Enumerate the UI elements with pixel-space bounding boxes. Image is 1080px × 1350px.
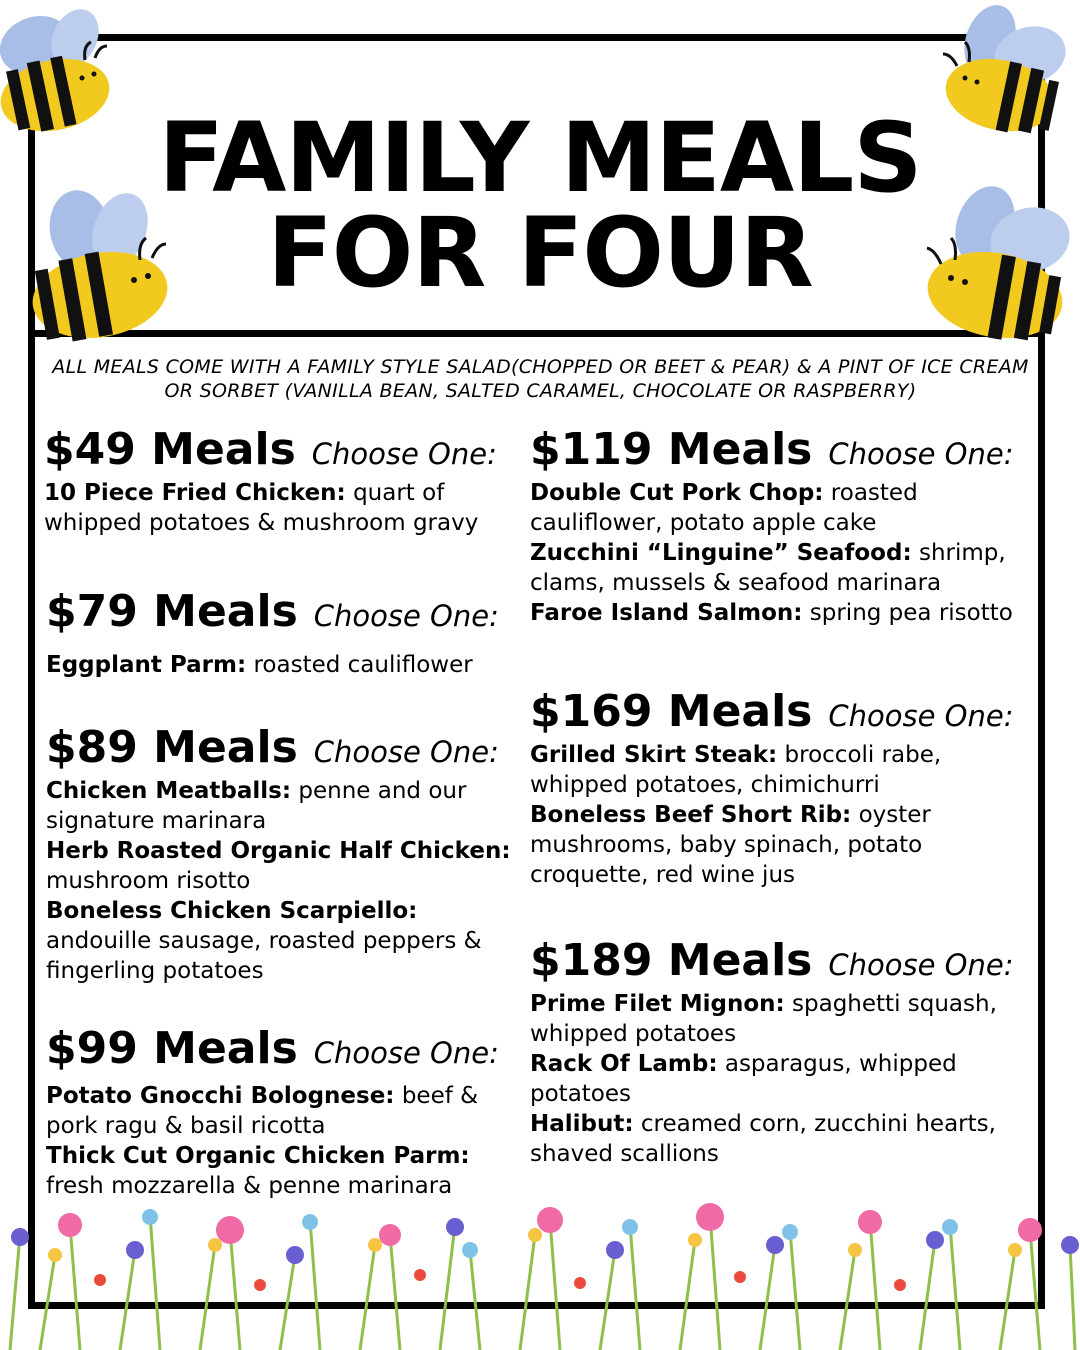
- menu-item: [530, 800, 1020, 890]
- section-price: $79 Meals: [46, 586, 298, 637]
- choose-label: Choose One:: [313, 735, 499, 769]
- menu-section-79: [46, 586, 526, 680]
- choose-label: Choose One:: [828, 437, 1014, 471]
- menu-item-desc: creamed corn, zucchini hearts, shaved scallions: [530, 1111, 996, 1167]
- menu-item-desc: asparagus, whipped potatoes: [530, 1051, 957, 1107]
- menu-item-name: Zucchini “Linguine” Seafood:: [530, 540, 912, 566]
- menu-item-name: Faroe Island Salmon:: [530, 600, 803, 626]
- section-price: $119 Meals: [530, 424, 813, 475]
- menu-item-desc: mushroom risotto: [46, 868, 251, 894]
- menu-item: [530, 478, 1020, 538]
- menu-item-desc: quart of whipped potatoes & mushroom gravy: [44, 480, 479, 536]
- menu-item-desc: roasted cauliflower: [246, 652, 473, 678]
- menu-section-49: [44, 424, 524, 538]
- menu-item: [530, 1049, 1020, 1109]
- page-title-line2: FOR FOUR: [267, 197, 813, 309]
- menu-item: [46, 650, 526, 680]
- menu-item-desc: spaghetti squash, whipped potatoes: [530, 991, 997, 1047]
- menu-section-169: [530, 686, 1020, 890]
- menu-item: [46, 896, 526, 986]
- choose-label: Choose One:: [313, 599, 499, 633]
- menu-item-desc: fresh mozzarella & penne marinara: [46, 1173, 453, 1199]
- choose-label: Choose One:: [311, 437, 497, 471]
- menu-item: [46, 1141, 526, 1201]
- menu-item-desc: oyster mushrooms, baby spinach, potato croquette, red wine jus: [530, 802, 931, 888]
- menu-item-name: Halibut:: [530, 1111, 634, 1137]
- choose-label: Choose One:: [828, 699, 1014, 733]
- choose-label: Choose One:: [828, 948, 1014, 982]
- menu-item: [46, 776, 526, 836]
- title-divider: [28, 330, 1045, 337]
- choose-label: Choose One:: [313, 1036, 499, 1070]
- menu-item-name: Prime Filet Mignon:: [530, 991, 785, 1017]
- menu-item: [44, 478, 524, 538]
- menu-item-name: Boneless Beef Short Rib:: [530, 802, 852, 828]
- section-price: $169 Meals: [530, 686, 813, 737]
- bee-icon: [935, 0, 1075, 140]
- menu-item: [46, 836, 526, 896]
- menu-item-desc: shrimp, clams, mussels & seafood marinara: [530, 540, 1006, 596]
- menu-item-desc: penne and our signature marinara: [46, 778, 467, 834]
- menu-item: [530, 1109, 1020, 1169]
- menu-section-89: [46, 722, 526, 986]
- menu-item-name: Eggplant Parm:: [46, 652, 247, 678]
- page-title-line1: FAMILY MEALS: [158, 102, 922, 214]
- menu-item-name: Grilled Skirt Steak:: [530, 742, 778, 768]
- menu-item-name: Thick Cut Organic Chicken Parm:: [46, 1143, 470, 1169]
- bee-icon: [915, 180, 1080, 350]
- menu-item-desc: beef & pork ragu & basil ricotta: [46, 1083, 479, 1139]
- flower-meadow-icon: [0, 1195, 1080, 1350]
- menu-item-name: Chicken Meatballs:: [46, 778, 292, 804]
- section-price: $49 Meals: [44, 424, 296, 475]
- menu-item-name: Boneless Chicken Scarpiello:: [46, 898, 418, 924]
- menu-item: [530, 538, 1020, 598]
- menu-item-name: Potato Gnocchi Bolognese:: [46, 1083, 395, 1109]
- menu-item: [530, 598, 1020, 628]
- menu-item: [530, 740, 1020, 800]
- menu-item-desc: roasted cauliflower, potato apple cake: [530, 480, 918, 536]
- section-price: $189 Meals: [530, 935, 813, 986]
- menu-item: [530, 989, 1020, 1049]
- menu-section-99: [46, 1023, 526, 1201]
- section-price: $89 Meals: [46, 722, 298, 773]
- menu-section-189: [530, 935, 1020, 1169]
- menu-item-desc: spring pea risotto: [802, 600, 1013, 626]
- menu-item-name: Double Cut Pork Chop:: [530, 480, 824, 506]
- menu-item-name: Herb Roasted Organic Half Chicken:: [46, 838, 511, 864]
- intro-note: ALL MEALS COME WITH A FAMILY STYLE SALAD(CHOPPED OR BEET & PEAR) & A PINT OF ICE CREAM OR SORBET (VANILLA BEAN, SALTED CARAMEL, CHOCOLATE OR RASPBERRY): [52, 356, 1029, 402]
- section-price: $99 Meals: [46, 1023, 298, 1074]
- bee-icon: [20, 180, 180, 350]
- menu-item-desc: andouille sausage, roasted peppers & fingerling potatoes: [46, 928, 482, 984]
- menu-item-name: Rack Of Lamb:: [530, 1051, 718, 1077]
- menu-item-desc: broccoli rabe, whipped potatoes, chimichurri: [530, 742, 942, 798]
- menu-section-119: [530, 424, 1020, 628]
- menu-item: [46, 1081, 526, 1141]
- menu-item-name: 10 Piece Fried Chicken:: [44, 480, 346, 506]
- bee-icon: [0, 0, 130, 140]
